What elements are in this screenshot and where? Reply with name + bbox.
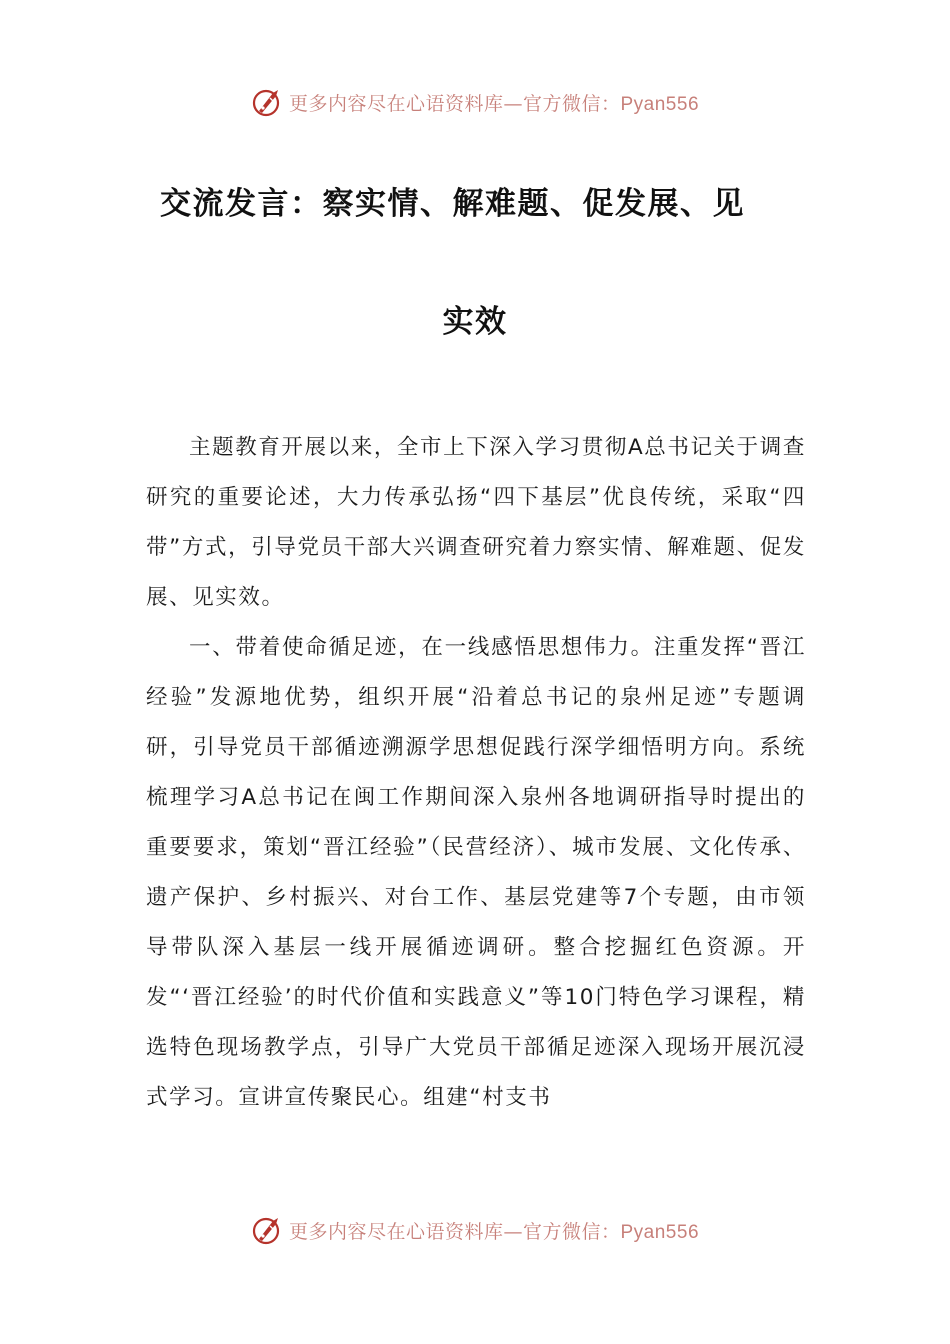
pen-nib-circle-icon <box>251 1213 285 1247</box>
watermark-text: 更多内容尽在心语资料库—官方微信：Pyan556 <box>288 1220 700 1243</box>
wechat-account: Pyan556 <box>620 93 700 115</box>
watermark-text: 更多内容尽在心语资料库—官方微信：Pyan556 <box>288 92 700 115</box>
document-title-line-2: 实效 <box>442 304 508 340</box>
footer-watermark <box>0 1210 950 1250</box>
paragraph-section-1: 一、带着使命循足迹，在一线感悟思想伟力。注重发挥“晋江经验”发源地优势，组织开展“沿着总书记的泉州足迹”专题调研，引导党员干部循迹溯源学思想促践行深学细悟明方向。系统梳理学习A总书记在闽工作期间深入泉州各地调研指导时提出的重要要求，策划“晋江经验”（民营经济）、城市发展、文化传承、遗产保护、乡村振兴、对台工作、基层党建等7个专题，由市领导带队深入基层一线开展循迹调研。整合挖掘红色资源。开发“‘晋江经验’的时代价值和实践意义”等10门特色学习课程，精选特色现场教学点，引导广大党员干部循足迹深入现场开展沉浸式学习。宣讲宣传聚民心。组建“村支书 <box>146 635 806 1110</box>
header-watermark <box>0 82 950 122</box>
document-title-line-1: 交流发言：察实情、解难题、促发展、见 <box>160 186 745 222</box>
paragraph-intro: 主题教育开展以来，全市上下深入学习贯彻A总书记关于调查研究的重要论述，大力传承弘扬“四下基层”优良传统，采取“四带”方式，引导党员干部大兴调查研究着力察实情、解难题、促发展、见实效。 <box>146 435 806 610</box>
pen-nib-circle-icon <box>251 85 285 119</box>
document-body <box>146 423 806 1123</box>
wechat-account: Pyan556 <box>620 1221 700 1243</box>
